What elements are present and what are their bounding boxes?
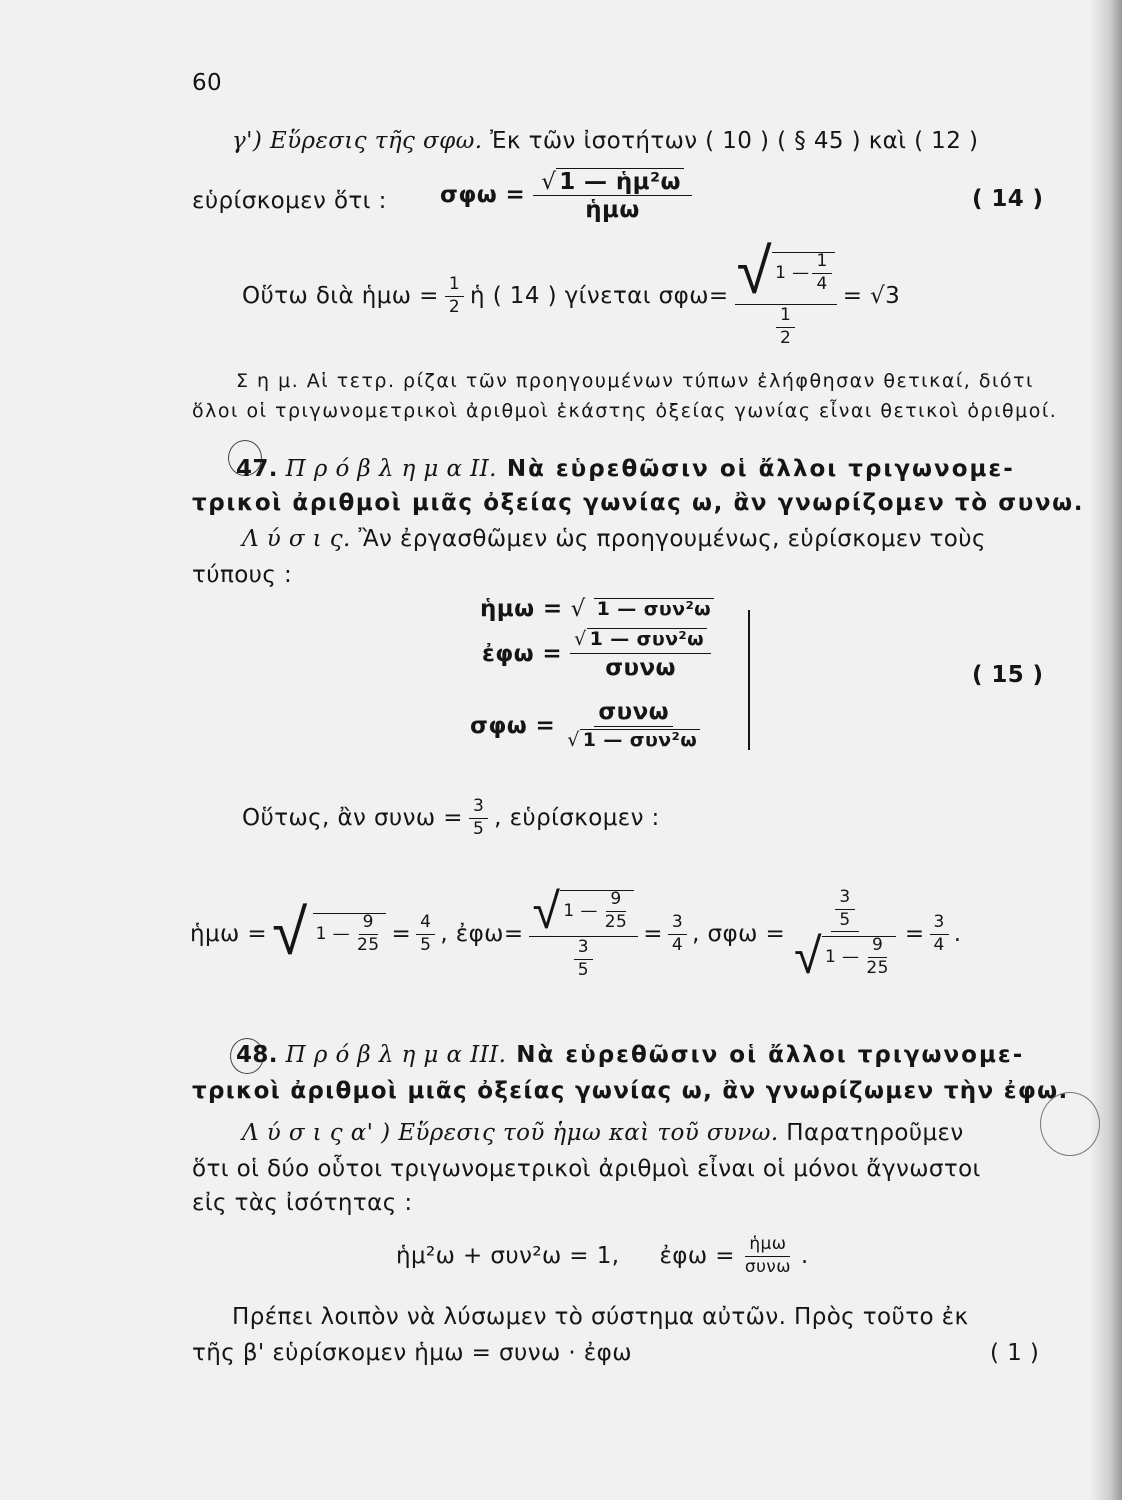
half-fraction: $\frac{1}{2}$ — [445, 276, 464, 317]
system-equations: ἡμ²ω + συν²ω = 1, ἐφω = $\frac{\text{ἡμω}}{\text{συνω}}$ . — [396, 1234, 809, 1277]
problem-2-line-1: 47. Π ρ ό β λ η μ α ΙΙ. Νὰ εὑρεθῶσιν οἱ ἄλλοι τριγωνομε- — [236, 456, 1015, 482]
example-2-lead: Οὕτως, ἂν συνω = $\frac{3}{5}$ , εὑρίσκομεν : — [242, 796, 660, 839]
problem-2-number: 47. — [236, 456, 278, 482]
problem-3-line-2: τρικοὶ ἀριθμοὶ μιᾶς ὀξείας γωνίας ω, ἂν γνωρίζωμεν τὴν ἐφω. — [192, 1078, 1069, 1104]
example-1 — [242, 236, 900, 356]
formula-15-2: ἐφω = $\frac{\text{√ 1 — συν²ω}}{\text{συνω}}$ — [482, 628, 711, 680]
formula-14-fraction — [533, 168, 692, 223]
eq-label-14: ( 14 ) — [972, 186, 1044, 212]
formula-14 — [440, 168, 692, 223]
problem-2-solution: Λ ύ σ ι ς. Ἂν ἐργασθῶμεν ὡς προηγουμένως, εὑρίσκομεν τοὺς — [242, 526, 986, 552]
pencil-scribble — [1040, 1092, 1100, 1156]
section-g-intro: Ἐκ τῶν ἰσοτήτων ( 10 ) ( § 45 ) καὶ ( 12 ) — [482, 128, 979, 154]
example-1-lead: Οὕτω διὰ ἡμω = — [242, 283, 439, 309]
sqrt-sign: √ — [736, 235, 773, 310]
section-g-heading — [232, 128, 978, 154]
section-g-lead: εὑρίσκομεν ὅτι : — [192, 188, 387, 214]
note-line-1: Σ η μ. Αἱ τετρ. ρίζαι τῶν προηγουμένων τύπων ἐλήφθησαν θετικαί, διότι — [236, 370, 1034, 392]
example-1-big-fraction: √ 1 — $\frac{1}{4}$ $\frac{1}{2}$ — [735, 244, 837, 347]
problem-2-line-2: τρικοὶ ἀριθμοὶ μιᾶς ὀξείας γωνίας ω, ἂν γνωρίζομεν τὸ συνω. — [192, 490, 1085, 516]
problem-2-label: Π ρ ό β λ η μ α ΙΙ. — [285, 456, 497, 482]
example-2-results: ἡμω = √ 1 — $\frac{9}{25}$ = $\frac{4}{5}$ , ἐφω= √ 1 — $\frac{9}{25}$ $\frac{3}{5}$ = $\frac{3}{4}$ , σφω = $\frac{3}{5}$ √ 1 — $\frac{9}{25}$ = $\frac{3}{4}$ . — [190, 881, 962, 986]
problem-3-line-6: τῆς β' εὑρίσκομεν ἡμω = συνω · ἐφω — [192, 1340, 632, 1366]
formula-14-numerator: √ 1 — ἡμ²ω — [533, 168, 692, 196]
section-g-title: γ') Εὕρεσις τῆς σφω. — [232, 128, 483, 154]
example-1-result: = √3 — [842, 283, 901, 309]
brace-line — [748, 610, 750, 750]
formula-14-denominator: ἡμω — [585, 197, 640, 224]
example-1-mid: ἡ ( 14 ) γίνεται σφω= — [470, 283, 729, 309]
formula-14-lhs: σφω = — [440, 182, 526, 209]
problem-3-line-1: 48. Π ρ ό β λ η μ α ΙΙΙ. Νὰ εὑρεθῶσιν οἱ ἄλλοι τριγωνομε- — [236, 1042, 1025, 1068]
formula-15-3: σφω = $\frac{\text{συνω}}{\text{√ 1 — συν²ω}}$ — [470, 700, 704, 752]
formula-15-1: ἡμω = √ 1 — συν²ω — [480, 596, 714, 622]
page-number: 60 — [192, 70, 223, 96]
page-edge-shadow — [1090, 0, 1122, 1500]
problem-3-solution: Λ ύ σ ι ς α' ) Εὕρεσις τοῦ ἡμω καὶ τοῦ συνω. Παρατηροῦμεν — [242, 1120, 964, 1146]
note-line-2: ὅλοι οἱ τριγωνομετρικοὶ ἀριθμοὶ ἑκάστης ὀξείας γωνίας εἶναι θετικοὶ ὁριθμοί. — [192, 400, 1058, 422]
ef-fraction: √ 1 — $\frac{9}{25}$ $\frac{3}{5}$ — [529, 889, 639, 980]
problem-2-solution-2: τύπους : — [192, 562, 293, 588]
problem-3-line-5: Πρέπει λοιπὸν νὰ λύσωμεν τὸ σύστημα αὐτῶν. Πρὸς τοῦτο ἐκ — [232, 1304, 969, 1330]
eq-label-1: ( 1 ) — [990, 1340, 1040, 1366]
note-label: Σ η μ. — [236, 370, 300, 392]
problem-3-line-3: ὅτι οἱ δύο οὗτοι τριγωνομετρικοὶ ἀριθμοὶ εἶναι οἱ μόνοι ἄγνωστοι — [192, 1156, 981, 1182]
eq-label-15: ( 15 ) — [972, 662, 1044, 688]
sf-fraction: $\frac{3}{5}$ √ 1 — $\frac{9}{25}$ — [790, 889, 900, 980]
problem-3-line-4: εἰς τὰς ἰσότητας : — [192, 1190, 413, 1216]
